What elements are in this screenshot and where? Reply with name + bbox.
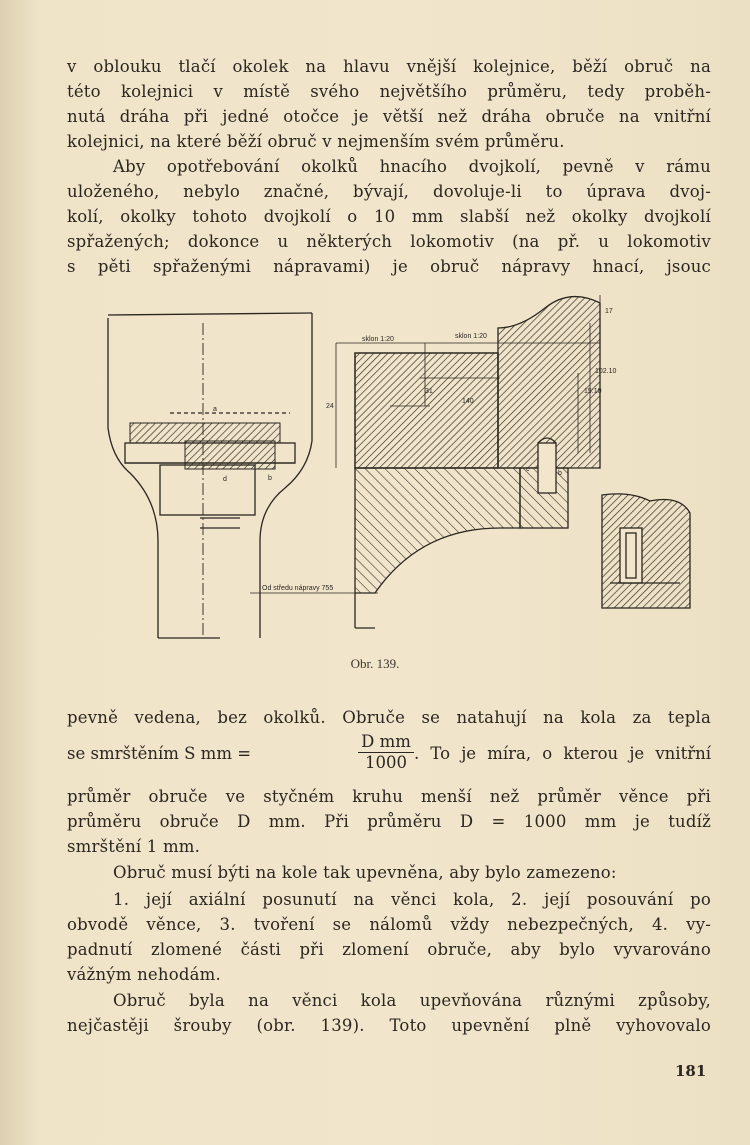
label-140: 140: [462, 398, 474, 405]
text-line: obvodě věnce, 3. tvoření se nálomů vždy nebezpečných, 4. vy-: [67, 915, 711, 934]
text-line: Aby opotřebování okolků hnacího dvojkolí, pevně v rámu: [113, 157, 711, 176]
text-line: kolí, okolky tohoto dvojkolí o 10 mm slabší než okolky dvojkolí: [67, 207, 711, 226]
text-line: spřažených; dokonce u některých lokomotiv (na př. u lokomotiv: [67, 232, 711, 251]
paragraph-1: [67, 54, 711, 154]
formula-prefix: se smrštěním S mm =: [67, 744, 252, 763]
label-a: a: [213, 406, 217, 413]
paragraph-2: [67, 154, 711, 279]
label-17: 17: [605, 308, 613, 315]
label-d: d: [223, 476, 227, 483]
label-b: b: [268, 475, 272, 482]
technical-drawing: [90, 283, 695, 643]
label-axis-note: Od středu nápravy 755: [262, 585, 334, 592]
figure-caption: Obr. 139.: [350, 656, 400, 671]
label-102-10: 102.10: [595, 368, 617, 375]
wheel-centre-section: [355, 468, 520, 593]
formula-suffix: . To je míra, o kterou je vnitřní: [414, 744, 711, 763]
fraction: [358, 732, 414, 773]
paragraph-4: [67, 860, 711, 885]
text-line: kolejnici, na které běží obruč v nejmenším svém průměru.: [67, 132, 565, 151]
text-line: Obruč byla na věnci kola upevňována různými způsoby,: [113, 991, 711, 1010]
flange-section: [498, 297, 600, 468]
label-sklon-a: sklon 1:20: [362, 336, 394, 343]
text-line: uloženého, nebylo značné, bývají, dovoluje-li to úprava dvoj-: [67, 182, 711, 201]
text-line: v oblouku tlačí okolek na hlavu vnější kolejnice, běží obruč na: [67, 57, 711, 76]
text-line: průměru obruče D mm. Při průměru D = 1000 mm je tudíž: [67, 812, 711, 831]
text-line: s pěti spřaženými nápravami) je obruč nápravy hnací, jsouc: [67, 257, 711, 276]
paragraph-6: [67, 988, 711, 1038]
label-15-10: 15:10: [584, 388, 602, 395]
text-line: vážným nehodám.: [67, 965, 221, 984]
paragraph-5: [67, 887, 711, 987]
text-line: průměr obruče ve styčném kruhu menší než průměr věnce při: [67, 787, 711, 806]
text-line: padnutí zlomené části při zlomení obruče, aby bylo vyvarováno: [67, 940, 711, 959]
label-b2: b: [558, 470, 562, 477]
fraction-denominator: 1000: [365, 753, 407, 772]
formula-line: [67, 732, 711, 782]
detail-section: [602, 494, 690, 608]
fraction-numerator: D mm: [361, 732, 411, 751]
label-31: 31: [425, 388, 433, 395]
page-number: 181: [675, 1062, 707, 1080]
wheel-outline-left: [108, 318, 158, 638]
text-line: 1. její axiální posunutí na věnci kola, 2. její posouvání po: [113, 890, 711, 909]
label-24: 24: [326, 403, 334, 410]
paragraph-3-start: [67, 705, 711, 730]
text-line: nejčastěji šrouby (obr. 139). Toto upevnění plně vyhovovalo: [67, 1016, 711, 1035]
label-sklon-b: sklon 1:20: [455, 333, 487, 340]
label-c: c: [526, 466, 530, 473]
text-line: nutá dráha při jedné otočce je větší než dráha obruče na vnitřní: [67, 107, 711, 126]
text-line: Obruč musí býti na kole tak upevněna, aby bylo zamezeno:: [113, 863, 617, 882]
paragraph-3-rest: [67, 784, 711, 859]
text-line: pevně vedena, bez okolků. Obruče se natahují na kola za tepla: [67, 708, 711, 727]
text-line: této kolejnici v místě svého největšího průměru, tedy proběh-: [67, 82, 711, 101]
text-line: smrštění 1 mm.: [67, 837, 201, 856]
